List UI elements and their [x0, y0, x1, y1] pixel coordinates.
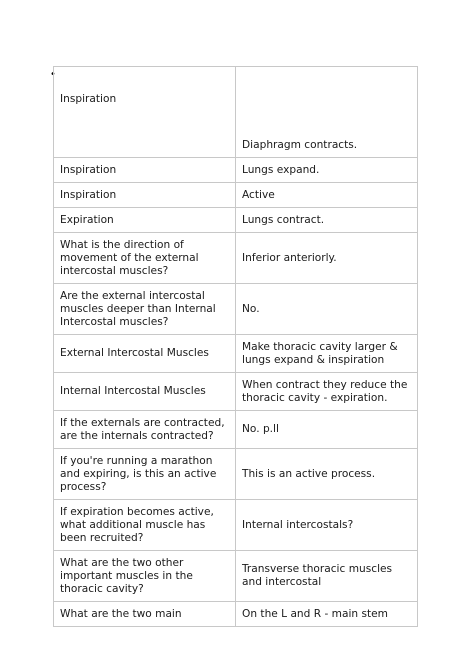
term-cell: If you're running a marathon and expiring, is this an active process?: [54, 449, 236, 500]
table-row: [54, 284, 418, 335]
term-cell: Expiration: [54, 208, 236, 233]
term-cell: Inspiration: [54, 158, 236, 183]
definition-cell: Lungs expand.: [236, 158, 418, 183]
term-cell: External Intercostal Muscles: [54, 335, 236, 373]
definition-cell: Inferior anteriorly.: [236, 233, 418, 284]
term-cell: Internal Intercostal Muscles: [54, 373, 236, 411]
definition-cell: This is an active process.: [236, 449, 418, 500]
table-row: [54, 67, 418, 158]
definition-cell: Active: [236, 183, 418, 208]
definition-cell: No. p.ll: [236, 411, 418, 449]
definition-cell: Transverse thoracic muscles and intercostal: [236, 551, 418, 602]
definition-cell: When contract they reduce the thoracic cavity - expiration.: [236, 373, 418, 411]
table-row: [54, 602, 418, 627]
table-row: [54, 233, 418, 284]
table-row: [54, 551, 418, 602]
definition-cell: Lungs contract.: [236, 208, 418, 233]
term-cell: What are the two other important muscles in the thoracic cavity?: [54, 551, 236, 602]
table-row: [54, 208, 418, 233]
table-row: [54, 500, 418, 551]
term-cell: Inspiration: [54, 67, 236, 158]
definition-cell: Make thoracic cavity larger & lungs expand & inspiration: [236, 335, 418, 373]
term-cell: What is the direction of movement of the external intercostal muscles?: [54, 233, 236, 284]
table-row: [54, 158, 418, 183]
table-row: [54, 449, 418, 500]
term-cell: If expiration becomes active, what additional muscle has been recruited?: [54, 500, 236, 551]
definition-cell: On the L and R - main stem: [236, 602, 418, 627]
term-cell: If the externals are contracted, are the internals contracted?: [54, 411, 236, 449]
term-cell: Inspiration: [54, 183, 236, 208]
definition-cell: Diaphragm contracts.: [236, 67, 418, 158]
table-row: [54, 411, 418, 449]
bullet-marker: •: [50, 69, 56, 80]
term-cell: Are the external intercostal muscles deeper than Internal Intercostal muscles?: [54, 284, 236, 335]
table-row: [54, 373, 418, 411]
term-cell: What are the two main: [54, 602, 236, 627]
definition-cell: No.: [236, 284, 418, 335]
table-row: [54, 335, 418, 373]
definition-cell: Internal intercostals?: [236, 500, 418, 551]
flashcard-table: [53, 66, 418, 627]
table-row: [54, 183, 418, 208]
